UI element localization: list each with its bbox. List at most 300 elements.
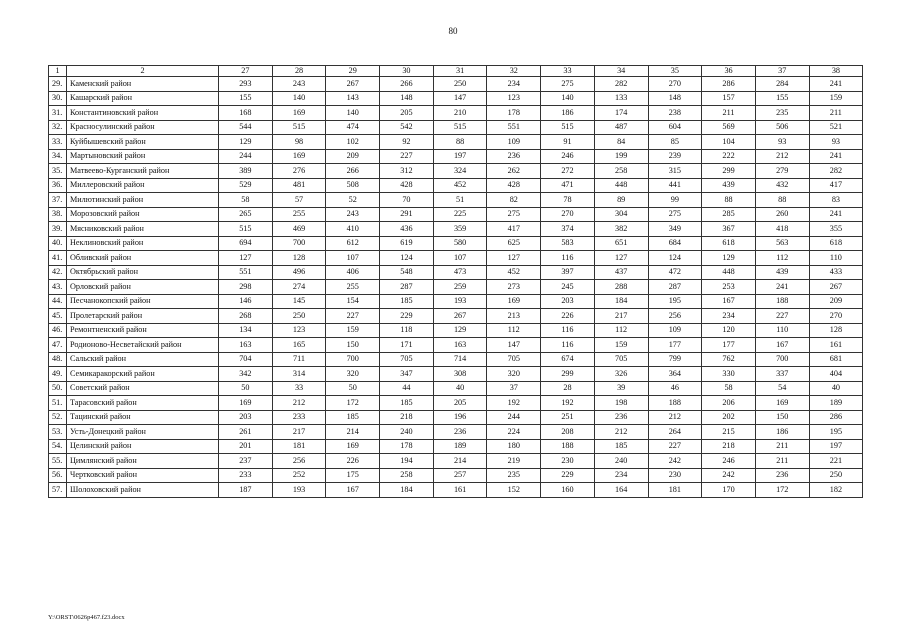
value-cell: 116 [541, 338, 595, 353]
value-cell: 194 [380, 454, 434, 469]
value-cell: 551 [487, 120, 541, 135]
value-cell: 515 [219, 222, 273, 237]
value-cell: 799 [648, 352, 702, 367]
value-cell: 705 [487, 352, 541, 367]
table-row [49, 468, 863, 483]
table-row [49, 454, 863, 469]
value-cell: 28 [541, 381, 595, 396]
value-cell: 217 [272, 425, 326, 440]
table-row [49, 439, 863, 454]
value-cell: 134 [219, 323, 273, 338]
table-row [49, 309, 863, 324]
row-number: 38. [49, 207, 67, 222]
value-cell: 163 [433, 338, 487, 353]
table-row [49, 323, 863, 338]
value-cell: 118 [380, 323, 434, 338]
value-cell: 439 [702, 178, 756, 193]
column-header: 32 [487, 66, 541, 77]
value-cell: 448 [702, 265, 756, 280]
value-cell: 104 [702, 135, 756, 150]
value-cell: 508 [326, 178, 380, 193]
value-cell: 275 [648, 207, 702, 222]
value-cell: 116 [541, 251, 595, 266]
table-row [49, 352, 863, 367]
value-cell: 529 [219, 178, 273, 193]
value-cell: 315 [648, 164, 702, 179]
value-cell: 242 [648, 454, 702, 469]
district-name: Красносулинский район [67, 120, 219, 135]
value-cell: 261 [219, 425, 273, 440]
value-cell: 487 [594, 120, 648, 135]
district-name: Советский район [67, 381, 219, 396]
value-cell: 221 [809, 454, 863, 469]
district-name: Чертковский район [67, 468, 219, 483]
value-cell: 88 [433, 135, 487, 150]
value-cell: 214 [326, 425, 380, 440]
value-cell: 236 [594, 410, 648, 425]
value-cell: 266 [380, 77, 434, 92]
value-cell: 472 [648, 265, 702, 280]
value-cell: 471 [541, 178, 595, 193]
value-cell: 154 [326, 294, 380, 309]
table-row [49, 410, 863, 425]
district-name: Родионово-Несветайский район [67, 338, 219, 353]
row-number: 51. [49, 396, 67, 411]
value-cell: 285 [702, 207, 756, 222]
value-cell: 208 [541, 425, 595, 440]
value-cell: 147 [487, 338, 541, 353]
value-cell: 227 [326, 309, 380, 324]
value-cell: 185 [326, 410, 380, 425]
value-cell: 324 [433, 164, 487, 179]
value-cell: 515 [272, 120, 326, 135]
value-cell: 604 [648, 120, 702, 135]
value-cell: 181 [648, 483, 702, 498]
value-cell: 227 [755, 309, 809, 324]
value-cell: 98 [272, 135, 326, 150]
value-cell: 563 [755, 236, 809, 251]
value-cell: 700 [272, 236, 326, 251]
value-cell: 177 [702, 338, 756, 353]
value-cell: 258 [380, 468, 434, 483]
value-cell: 711 [272, 352, 326, 367]
value-cell: 112 [755, 251, 809, 266]
page-number: 80 [448, 26, 458, 36]
value-cell: 251 [541, 410, 595, 425]
value-cell: 234 [702, 309, 756, 324]
value-cell: 242 [702, 468, 756, 483]
row-number: 52. [49, 410, 67, 425]
value-cell: 244 [219, 149, 273, 164]
value-cell: 252 [272, 468, 326, 483]
value-cell: 274 [272, 280, 326, 295]
value-cell: 308 [433, 367, 487, 382]
value-cell: 140 [541, 91, 595, 106]
value-cell: 287 [648, 280, 702, 295]
value-cell: 198 [594, 396, 648, 411]
value-cell: 256 [272, 454, 326, 469]
value-cell: 236 [755, 468, 809, 483]
value-cell: 515 [541, 120, 595, 135]
row-number: 29. [49, 77, 67, 92]
value-cell: 171 [380, 338, 434, 353]
value-cell: 219 [487, 454, 541, 469]
table-row [49, 164, 863, 179]
value-cell: 235 [755, 106, 809, 121]
value-cell: 364 [648, 367, 702, 382]
value-cell: 107 [326, 251, 380, 266]
value-cell: 169 [272, 149, 326, 164]
table-row [49, 236, 863, 251]
value-cell: 161 [433, 483, 487, 498]
value-cell: 265 [219, 207, 273, 222]
value-cell: 129 [702, 251, 756, 266]
district-name: Неклиновский район [67, 236, 219, 251]
statistics-table [48, 65, 863, 498]
district-name: Ремонтненский район [67, 323, 219, 338]
value-cell: 389 [219, 164, 273, 179]
value-cell: 234 [594, 468, 648, 483]
row-number: 57. [49, 483, 67, 498]
value-cell: 186 [541, 106, 595, 121]
value-cell: 374 [541, 222, 595, 237]
district-name: Орловский район [67, 280, 219, 295]
value-cell: 212 [755, 149, 809, 164]
value-cell: 243 [272, 77, 326, 92]
value-cell: 410 [326, 222, 380, 237]
value-cell: 230 [648, 468, 702, 483]
value-cell: 197 [433, 149, 487, 164]
district-name: Морозовский район [67, 207, 219, 222]
column-header: 36 [702, 66, 756, 77]
value-cell: 54 [755, 381, 809, 396]
value-cell: 245 [541, 280, 595, 295]
column-header: 34 [594, 66, 648, 77]
value-cell: 397 [541, 265, 595, 280]
district-name: Миллеровский район [67, 178, 219, 193]
value-cell: 116 [541, 323, 595, 338]
value-cell: 240 [380, 425, 434, 440]
value-cell: 127 [594, 251, 648, 266]
value-cell: 212 [272, 396, 326, 411]
value-cell: 417 [809, 178, 863, 193]
value-cell: 224 [487, 425, 541, 440]
district-name: Семикаракорский район [67, 367, 219, 382]
value-cell: 169 [755, 396, 809, 411]
value-cell: 548 [380, 265, 434, 280]
value-cell: 178 [487, 106, 541, 121]
table-row [49, 381, 863, 396]
value-cell: 145 [272, 294, 326, 309]
value-cell: 182 [809, 483, 863, 498]
value-cell: 275 [487, 207, 541, 222]
value-cell: 88 [702, 193, 756, 208]
value-cell: 44 [380, 381, 434, 396]
table-row [49, 396, 863, 411]
value-cell: 213 [487, 309, 541, 324]
district-name: Сальский район [67, 352, 219, 367]
value-cell: 299 [702, 164, 756, 179]
row-number: 45. [49, 309, 67, 324]
value-cell: 192 [541, 396, 595, 411]
value-cell: 148 [380, 91, 434, 106]
value-cell: 169 [219, 396, 273, 411]
table-row [49, 106, 863, 121]
value-cell: 270 [648, 77, 702, 92]
value-cell: 211 [755, 454, 809, 469]
value-cell: 155 [219, 91, 273, 106]
value-cell: 270 [541, 207, 595, 222]
value-cell: 217 [594, 309, 648, 324]
table-row [49, 120, 863, 135]
value-cell: 304 [594, 207, 648, 222]
value-cell: 714 [433, 352, 487, 367]
value-cell: 178 [380, 439, 434, 454]
value-cell: 684 [648, 236, 702, 251]
row-number: 36. [49, 178, 67, 193]
value-cell: 185 [380, 396, 434, 411]
district-name: Усть-Донецкий район [67, 425, 219, 440]
row-number: 42. [49, 265, 67, 280]
value-cell: 172 [755, 483, 809, 498]
value-cell: 229 [541, 468, 595, 483]
value-cell: 225 [433, 207, 487, 222]
value-cell: 266 [326, 164, 380, 179]
value-cell: 258 [594, 164, 648, 179]
value-cell: 521 [809, 120, 863, 135]
value-cell: 212 [648, 410, 702, 425]
value-cell: 515 [433, 120, 487, 135]
value-cell: 291 [380, 207, 434, 222]
value-cell: 238 [648, 106, 702, 121]
row-number: 56. [49, 468, 67, 483]
value-cell: 681 [809, 352, 863, 367]
district-name: Обливский район [67, 251, 219, 266]
value-cell: 201 [219, 439, 273, 454]
value-cell: 237 [219, 454, 273, 469]
value-cell: 618 [809, 236, 863, 251]
value-cell: 93 [809, 135, 863, 150]
value-cell: 212 [594, 425, 648, 440]
value-cell: 140 [326, 106, 380, 121]
value-cell: 109 [487, 135, 541, 150]
value-cell: 298 [219, 280, 273, 295]
value-cell: 239 [648, 149, 702, 164]
value-cell: 404 [809, 367, 863, 382]
value-cell: 37 [487, 381, 541, 396]
value-cell: 694 [219, 236, 273, 251]
value-cell: 226 [541, 309, 595, 324]
table-row [49, 265, 863, 280]
row-number: 31. [49, 106, 67, 121]
value-cell: 241 [755, 280, 809, 295]
value-cell: 193 [272, 483, 326, 498]
value-cell: 270 [809, 309, 863, 324]
value-cell: 286 [702, 77, 756, 92]
value-cell: 347 [380, 367, 434, 382]
value-cell: 184 [594, 294, 648, 309]
row-number: 32. [49, 120, 67, 135]
value-cell: 40 [809, 381, 863, 396]
value-cell: 189 [433, 439, 487, 454]
district-name: Мартыновский район [67, 149, 219, 164]
value-cell: 159 [326, 323, 380, 338]
value-cell: 128 [272, 251, 326, 266]
value-cell: 230 [541, 454, 595, 469]
value-cell: 235 [487, 468, 541, 483]
value-cell: 241 [809, 149, 863, 164]
value-cell: 184 [380, 483, 434, 498]
column-header: 29 [326, 66, 380, 77]
value-cell: 124 [380, 251, 434, 266]
value-cell: 175 [326, 468, 380, 483]
value-cell: 417 [487, 222, 541, 237]
value-cell: 196 [433, 410, 487, 425]
value-cell: 165 [272, 338, 326, 353]
row-number: 55. [49, 454, 67, 469]
value-cell: 314 [272, 367, 326, 382]
value-cell: 164 [594, 483, 648, 498]
value-cell: 433 [809, 265, 863, 280]
value-cell: 199 [594, 149, 648, 164]
value-cell: 91 [541, 135, 595, 150]
value-cell: 203 [219, 410, 273, 425]
value-cell: 112 [594, 323, 648, 338]
value-cell: 172 [326, 396, 380, 411]
table-row [49, 483, 863, 498]
value-cell: 267 [809, 280, 863, 295]
district-name: Тацинский район [67, 410, 219, 425]
value-cell: 157 [702, 91, 756, 106]
value-cell: 133 [594, 91, 648, 106]
district-name: Милютинский район [67, 193, 219, 208]
row-number: 54. [49, 439, 67, 454]
value-cell: 700 [326, 352, 380, 367]
table-row [49, 222, 863, 237]
value-cell: 236 [433, 425, 487, 440]
value-cell: 267 [326, 77, 380, 92]
district-name: Пролетарский район [67, 309, 219, 324]
value-cell: 260 [755, 207, 809, 222]
value-cell: 188 [755, 294, 809, 309]
value-cell: 211 [755, 439, 809, 454]
value-cell: 272 [541, 164, 595, 179]
value-cell: 202 [702, 410, 756, 425]
value-cell: 167 [326, 483, 380, 498]
value-cell: 282 [809, 164, 863, 179]
value-cell: 612 [326, 236, 380, 251]
value-cell: 203 [541, 294, 595, 309]
row-number: 37. [49, 193, 67, 208]
value-cell: 705 [380, 352, 434, 367]
value-cell: 469 [272, 222, 326, 237]
district-name: Октябрьский район [67, 265, 219, 280]
value-cell: 123 [487, 91, 541, 106]
value-cell: 473 [433, 265, 487, 280]
value-cell: 406 [326, 265, 380, 280]
value-cell: 210 [433, 106, 487, 121]
value-cell: 762 [702, 352, 756, 367]
value-cell: 250 [433, 77, 487, 92]
value-cell: 700 [755, 352, 809, 367]
value-cell: 255 [272, 207, 326, 222]
value-cell: 441 [648, 178, 702, 193]
value-cell: 428 [380, 178, 434, 193]
value-cell: 244 [487, 410, 541, 425]
value-cell: 99 [648, 193, 702, 208]
value-cell: 452 [433, 178, 487, 193]
district-name: Тарасовский район [67, 396, 219, 411]
value-cell: 146 [219, 294, 273, 309]
value-cell: 293 [219, 77, 273, 92]
value-cell: 481 [272, 178, 326, 193]
value-cell: 250 [809, 468, 863, 483]
value-cell: 93 [755, 135, 809, 150]
value-cell: 496 [272, 265, 326, 280]
column-header: 28 [272, 66, 326, 77]
value-cell: 268 [219, 309, 273, 324]
value-cell: 181 [272, 439, 326, 454]
table-row [49, 251, 863, 266]
district-name: Матвеево-Курганский район [67, 164, 219, 179]
value-cell: 312 [380, 164, 434, 179]
value-cell: 259 [433, 280, 487, 295]
value-cell: 241 [809, 207, 863, 222]
value-cell: 192 [487, 396, 541, 411]
value-cell: 40 [433, 381, 487, 396]
value-cell: 52 [326, 193, 380, 208]
value-cell: 236 [487, 149, 541, 164]
value-cell: 58 [219, 193, 273, 208]
value-cell: 288 [594, 280, 648, 295]
district-name: Кашарский район [67, 91, 219, 106]
value-cell: 186 [755, 425, 809, 440]
value-cell: 209 [326, 149, 380, 164]
column-header: 30 [380, 66, 434, 77]
table-row [49, 425, 863, 440]
row-number: 44. [49, 294, 67, 309]
row-number: 39. [49, 222, 67, 237]
value-cell: 161 [809, 338, 863, 353]
value-cell: 152 [487, 483, 541, 498]
district-name: Константиновский район [67, 106, 219, 121]
column-header: 1 [49, 66, 67, 77]
value-cell: 250 [272, 309, 326, 324]
value-cell: 197 [809, 439, 863, 454]
table-row [49, 149, 863, 164]
value-cell: 257 [433, 468, 487, 483]
value-cell: 255 [326, 280, 380, 295]
table-row [49, 135, 863, 150]
value-cell: 256 [648, 309, 702, 324]
value-cell: 214 [433, 454, 487, 469]
value-cell: 128 [809, 323, 863, 338]
value-cell: 436 [380, 222, 434, 237]
value-cell: 580 [433, 236, 487, 251]
value-cell: 209 [809, 294, 863, 309]
value-cell: 342 [219, 367, 273, 382]
column-header: 31 [433, 66, 487, 77]
value-cell: 367 [702, 222, 756, 237]
value-cell: 330 [702, 367, 756, 382]
value-cell: 205 [433, 396, 487, 411]
table-row [49, 207, 863, 222]
value-cell: 222 [702, 149, 756, 164]
value-cell: 474 [326, 120, 380, 135]
value-cell: 674 [541, 352, 595, 367]
column-header: 2 [67, 66, 219, 77]
row-number: 49. [49, 367, 67, 382]
